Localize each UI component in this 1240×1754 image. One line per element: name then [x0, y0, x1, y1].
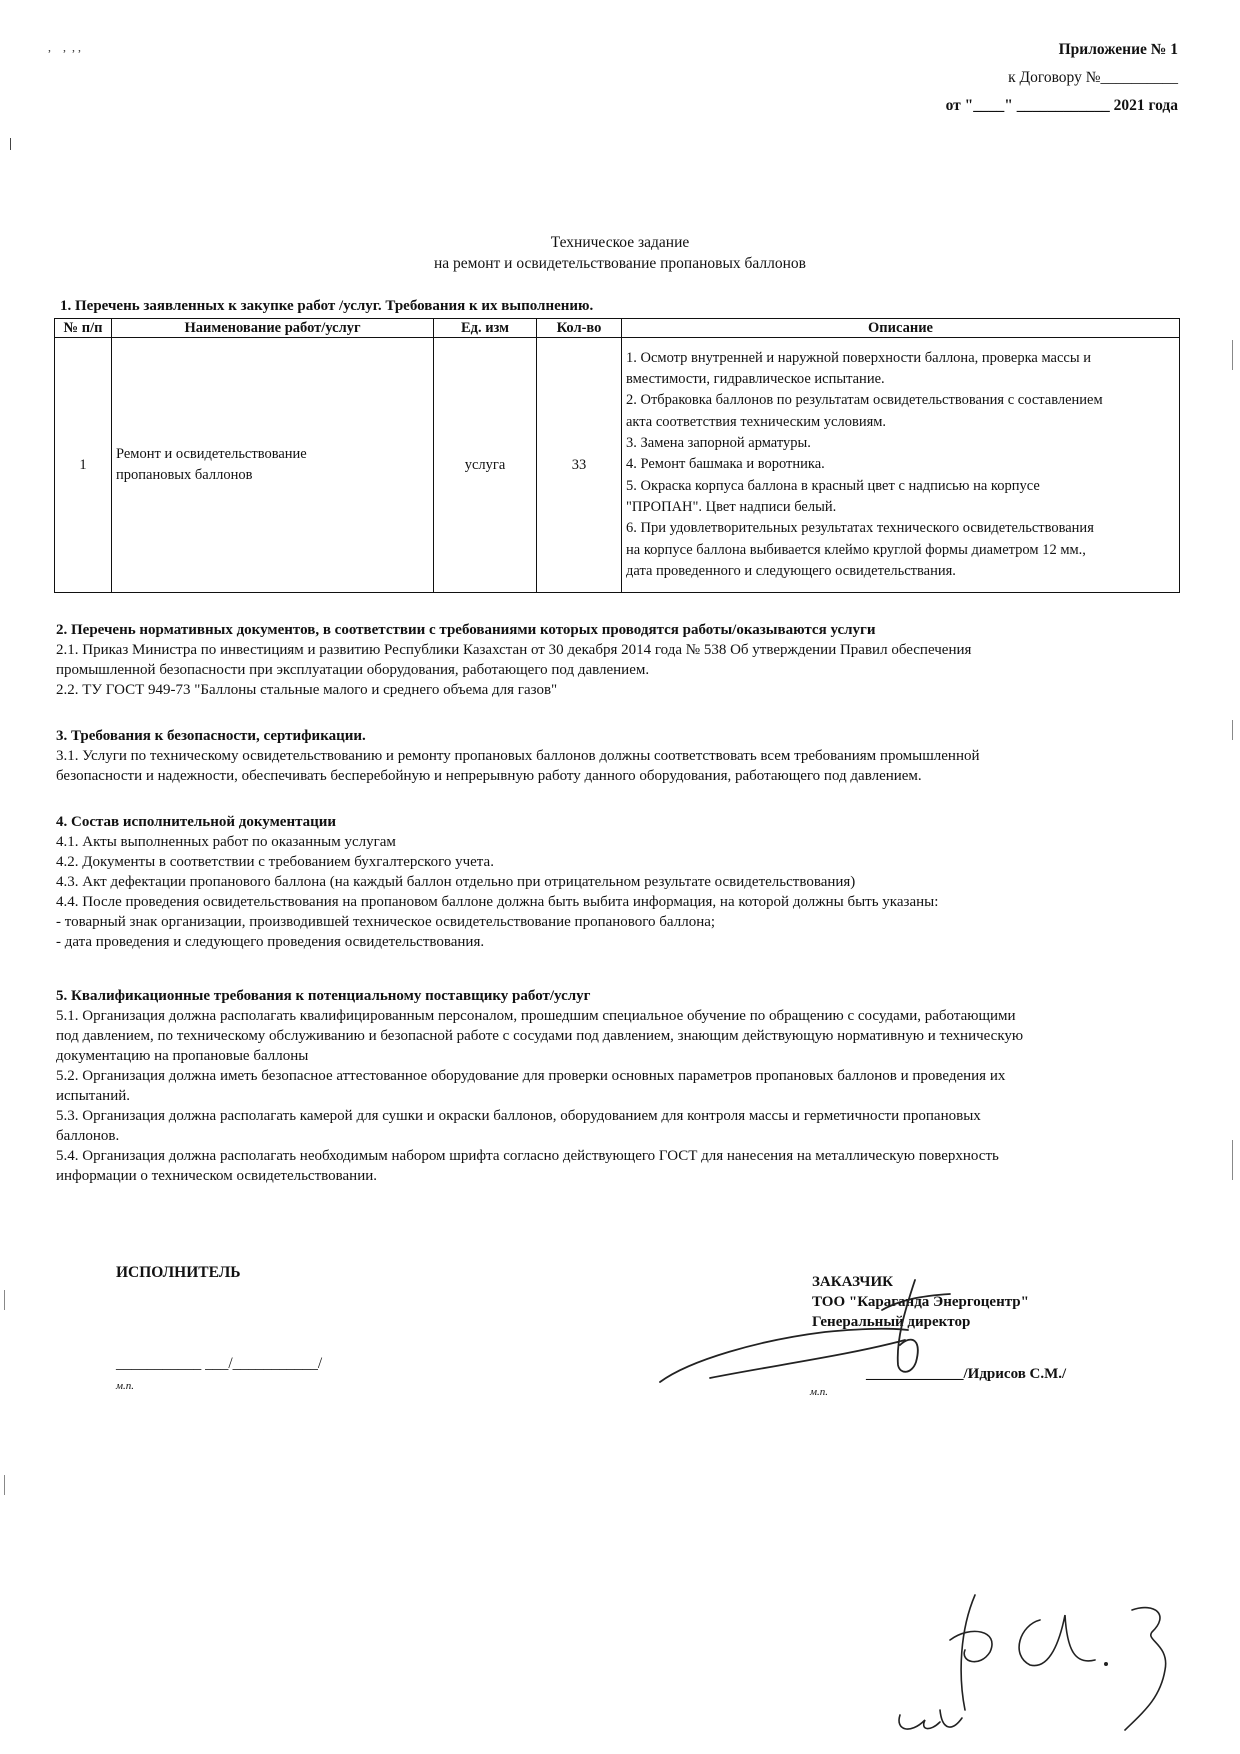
section-4-line: 4.4. После проведения освидетельствования на пропановом баллоне должна быть выбита информация, на которой должны быть указаны:	[56, 894, 939, 910]
cell-name-line: пропановых баллонов	[116, 467, 253, 483]
scan-mark	[10, 138, 11, 150]
desc-line: на корпусе баллона выбивается клеймо круглой формы диаметром 12 мм.,	[626, 541, 1086, 558]
scan-edge-mark	[1232, 340, 1233, 370]
section-3-line: безопасности и надежности, обеспечивать бесперебойную и непрерывную работу данного оборудования, работающего под давлением.	[56, 768, 922, 784]
section-2	[56, 620, 971, 700]
section-3-heading: 3. Требования к безопасности, сертификации.	[56, 728, 366, 744]
contract-date: от "____" ____________ 2021 года	[945, 97, 1178, 114]
section-5-line: под давлением, по техническому обслуживанию и безопасной работе с сосудами под давлением, знающим действующую нормативную и техническую	[56, 1028, 1024, 1044]
scan-edge-mark	[1232, 1140, 1233, 1180]
title-line-1: Техническое задание	[550, 234, 690, 251]
cell-num: 1	[55, 338, 112, 593]
section-5-line: испытаний.	[56, 1088, 131, 1104]
title-line-2: на ремонт и освидетельствование пропановых баллонов	[433, 255, 806, 272]
section-4-line: - товарный знак организации, производившей техническое освидетельствование пропанового баллона;	[56, 914, 716, 930]
document-header	[778, 36, 1178, 120]
table-header-row	[55, 319, 1180, 338]
scan-speckles: , , , ,	[48, 40, 81, 54]
desc-line: 4. Ремонт башмака и воротника.	[626, 456, 825, 473]
customer-stamp-place: м.п.	[810, 1386, 829, 1398]
section-5-line: информации о техническом освидетельствовании.	[56, 1168, 377, 1184]
section-5-line: 5.1. Организация должна располагать квалифицированным персоналом, прошедшим специальное обучение по обращению с сосудами, работающими	[56, 1008, 1016, 1024]
section-5-line: баллонов.	[56, 1128, 120, 1144]
col-header-unit: Ед. изм	[434, 319, 537, 338]
col-header-desc: Описание	[622, 319, 1180, 338]
scan-edge-mark	[4, 1475, 5, 1495]
desc-line: 1. Осмотр внутренней и наружной поверхности баллона, проверка массы и	[626, 349, 1091, 366]
scan-edge-mark	[1232, 720, 1233, 740]
section-3-line: 3.1. Услуги по техническому освидетельствованию и ремонту пропановых баллонов должны соответствовать всем требованиям промышленной	[56, 748, 980, 764]
section-2-heading: 2. Перечень нормативных документов, в соответствии с требованиями которых проводятся работы/оказываются услуги	[56, 622, 876, 638]
cell-name-line: Ремонт и освидетельствование	[116, 446, 307, 462]
customer-organization: ТОО "Караганда Энергоцентр"	[812, 1294, 1029, 1310]
desc-line: "ПРОПАН". Цвет надписи белый.	[626, 498, 837, 515]
section-5-heading: 5. Квалификационные требования к потенциальному поставщику работ/услуг	[56, 988, 591, 1004]
section-4	[56, 812, 938, 952]
customer-signature-line: _____________/Идрисов С.М./	[866, 1366, 1067, 1382]
section-2-line: 2.2. ТУ ГОСТ 949-73 "Баллоны стальные малого и среднего объема для газов"	[56, 682, 558, 698]
customer-role: Генеральный директор	[812, 1314, 971, 1330]
desc-line: 3. Замена запорной арматуры.	[626, 435, 811, 452]
desc-line: 2. Отбраковка баллонов по результатам освидетельствования с составлением	[626, 392, 1103, 409]
document-title	[0, 232, 1240, 274]
cell-unit: услуга	[434, 338, 537, 593]
section-5-line: 5.4. Организация должна располагать необходимым набором шрифта согласно действующего ГОСТ для нанесения на металлическую поверхность	[56, 1148, 999, 1164]
desc-line: вместимости, гидравлическое испытание.	[626, 371, 885, 388]
col-header-num: № п/п	[55, 319, 112, 338]
handwritten-initials	[870, 1580, 1190, 1740]
col-header-name: Наименование работ/услуг	[112, 319, 434, 338]
section-4-heading: 4. Состав исполнительной документации	[56, 814, 337, 830]
section-4-line: 4.1. Акты выполненных работ по оказанным услугам	[56, 834, 396, 850]
desc-line: 5. Окраска корпуса баллона в красный цвет с надписью на корпусе	[626, 477, 1040, 494]
section-4-line: - дата проведения и следующего проведения освидетельствования.	[56, 934, 485, 950]
section-5-line: документацию на пропановые баллоны	[56, 1048, 309, 1064]
section-4-line: 4.3. Акт дефектации пропанового баллона (на каждый баллон отдельно при отрицательном результате освидетельствования)	[56, 874, 856, 890]
cell-name	[112, 338, 434, 593]
appendix-label: Приложение № 1	[1058, 41, 1178, 58]
executor-label: ИСПОЛНИТЕЛЬ	[116, 1264, 241, 1281]
executor-stamp-place: м.п.	[116, 1380, 135, 1392]
desc-line: дата проведенного и следующего освидетельствания.	[626, 562, 956, 579]
table-row	[55, 338, 1180, 593]
director-signature	[650, 1270, 1010, 1400]
contract-reference: к Договору №__________	[1008, 69, 1178, 86]
section-4-line: 4.2. Документы в соответствии с требованием бухгалтерского учета.	[56, 854, 494, 870]
desc-line: 6. При удовлетворительных результатах технического освидетельствования	[626, 520, 1094, 537]
section-5-line: 5.2. Организация должна иметь безопасное аттестованное оборудование для проверки основных параметров пропановых баллонов и проведения их	[56, 1068, 1006, 1084]
cell-qty: 33	[537, 338, 622, 593]
section-1-heading: 1. Перечень заявленных к закупке работ /услуг. Требования к их выполнению.	[60, 298, 594, 314]
section-3	[56, 726, 980, 786]
section-5	[56, 986, 1023, 1186]
col-header-qty: Кол-во	[537, 319, 622, 338]
section-2-line: 2.1. Приказ Министра по инвестициям и развитию Республики Казахстан от 30 декабря 2014 года № 538 Об утверждении Правил обеспечения	[56, 642, 972, 658]
section-5-line: 5.3. Организация должна располагать камерой для сушки и окраски баллонов, оборудованием для контроля массы и герметичности пропановых	[56, 1108, 981, 1124]
desc-line: акта соответствия техническим условиям.	[626, 413, 887, 430]
section-2-line: промышленной безопасности при эксплуатации оборудования, работающего под давлением.	[56, 662, 650, 678]
executor-signature-line: ___________ ___/___________/	[116, 1355, 323, 1372]
works-table	[54, 318, 1180, 593]
scan-edge-mark	[4, 1290, 5, 1310]
customer-label: ЗАКАЗЧИК	[812, 1274, 893, 1290]
cell-description	[622, 338, 1180, 593]
